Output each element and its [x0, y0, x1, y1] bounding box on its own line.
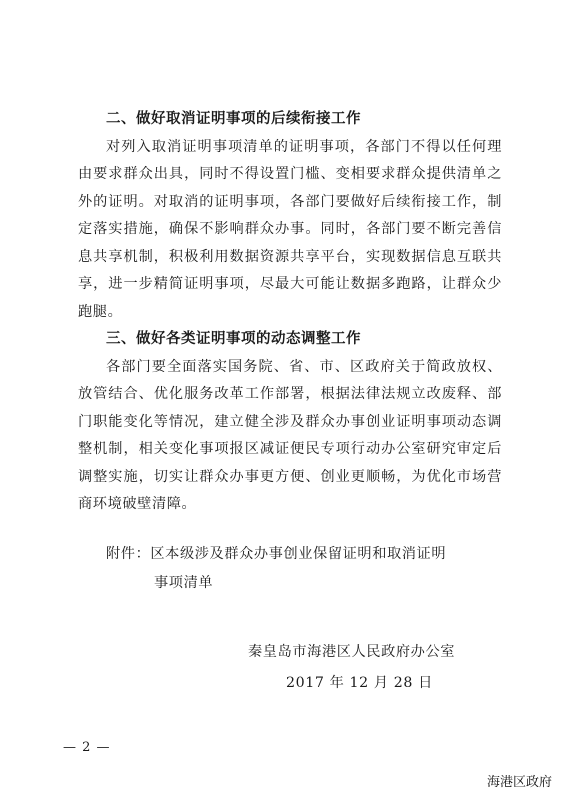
issue-date: 2017 年 12 月 28 日 [286, 675, 433, 691]
section-heading-2: 二、做好取消证明事项的后续衔接工作 [106, 111, 361, 127]
section-body-2: 对列入取消证明事项清单的证明事项，各部门不得以任何理由要求群众出具，同时不得设置门槛、变相要求群众提供清单之外的证明。对取消的证明事项，各部门要做好后续衔接工作，制定落实措施，确保不影响群众办事。同时，各部门要不断完善信息共享机制，积极利用数据资源共享平台，实现数据信息互联共享，进一步精简证明事项，尽最大可能让数据多跑路，让群众少跑腿。 [78, 138, 502, 320]
attachment-title-part-1: 区本级涉及群众办事创业保留证明和取消证明 [150, 546, 447, 562]
section-body-3: 各部门要全面落实国务院、省、市、区政府关于简政放权、放管结合、优化服务改革工作部署，根据法律法规立改废释、部门职能变化等情况，建立健全涉及群众办事创业证明事项动态调整机制，相关变化事项报区减证便民专项行动办公室研究审定后调整实施，切实让群众办事更方便、创业更顺畅，为优化市场营商环境破壁清障。 [78, 358, 502, 512]
issuing-office: 秦皇岛市海港区人民政府办公室 [248, 644, 456, 660]
page-number: — 2 — [63, 740, 111, 755]
attachment-line-1 [106, 540, 486, 569]
document-body [78, 106, 502, 519]
attachment-block [106, 540, 486, 598]
source-watermark: 海港区政府 [486, 775, 552, 790]
attachment-title-part-2: 事项清单 [154, 575, 214, 591]
section-heading-3: 三、做好各类证明事项的动态调整工作 [106, 331, 361, 347]
attachment-label: 附件： [106, 546, 151, 562]
